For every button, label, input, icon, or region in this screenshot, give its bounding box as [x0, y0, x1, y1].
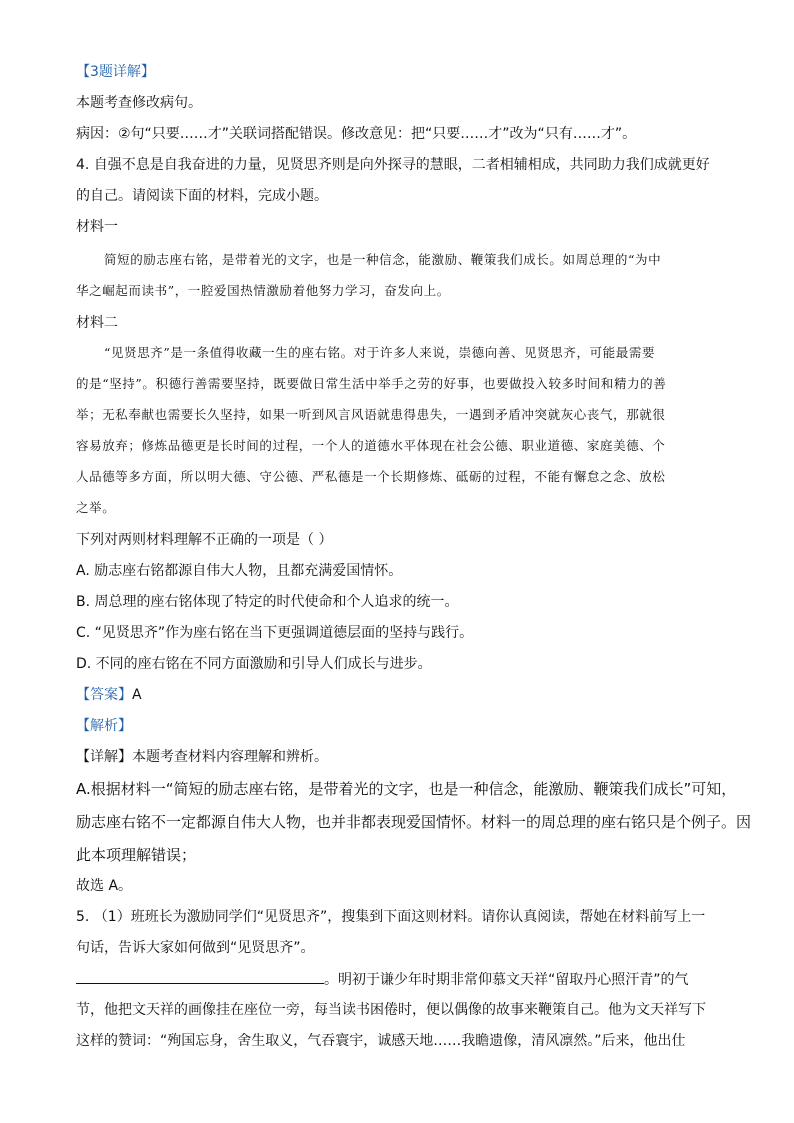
- conclusion: 故选 A。: [76, 878, 133, 894]
- material2-line: 容易放弃；修炼品德更是长时间的过程，一个人的道德水平体现在社会公德、职业道德、家庭美德、个: [76, 438, 666, 453]
- q5-line3-text: 。明初于谦少年时期非常仰慕文天祥“留取丹心照汗青”的气: [324, 972, 689, 988]
- explain-line: 励志座右铭不一定都源自伟大人物，也并非都表现爱国情怀。材料一的周总理的座右铭只是个例子。因: [76, 813, 752, 831]
- material2-title: 材料二: [76, 315, 118, 331]
- detail: [76, 747, 328, 767]
- option-b: B. 周总理的座右铭体现了特定的时代使命和个人追求的统一。: [76, 594, 459, 610]
- material2-line: 的是“坚持”。积德行善需要坚持，既要做日常生活中举手之劳的好事，也要做投入较多时间和精力的善: [76, 376, 667, 391]
- option-d: D. 不同的座右铭在不同方面激励和引导人们成长与进步。: [76, 656, 432, 672]
- q4-question: 下列对两则材料理解不正确的一项是（ ）: [76, 532, 333, 548]
- q5-line5: 这样的赞词：“殉国忘身，舍生取义，气吞寰宇，诚感天地……我瞻遗像，清风凛然。”后来，他出仕: [76, 1033, 686, 1049]
- material1-line: 简短的励志座右铭，是带着光的文字，也是一种信念，能激励、鞭策我们成长。如周总理的“为中: [104, 252, 662, 267]
- answer-blank[interactable]: [76, 969, 324, 984]
- explain-line: A.根据材料一“简短的励志座右铭，是带着光的文字，也是一种信念，能激励、鞭策我们成长”可知，: [76, 780, 737, 798]
- material2-line: 举；无私奉献也需要长久坚持，如果一听到风言风语就患得患失，一遇到矛盾冲突就灰心丧气，那就很: [76, 407, 666, 422]
- q5-line1: 5. （1）班班长为激励同学们“见贤思齐”，搜集到下面这则材料。请你认真阅读，帮她在材料前写上一: [76, 909, 706, 925]
- answer-label: 【答案】: [76, 687, 132, 703]
- explain-line: 此本项理解错误；: [76, 846, 197, 864]
- q4-stem-line1: 4. 自强不息是自我奋进的力量，见贤思齐则是向外探寻的慧眼，二者相辅相成，共同助力我们成就更好: [76, 157, 710, 173]
- answer: [76, 685, 142, 705]
- detail-text: 本题考查材料内容理解和辨析。: [132, 749, 328, 765]
- material2-line: 人品德等多方面，所以明大德、守公德、严私德是一个长期修炼、砥砺的过程，不能有懈怠之念、放松: [76, 469, 666, 484]
- q3-topic: 本题考查修改病句。: [76, 95, 202, 111]
- option-a: A. 励志座右铭都源自伟大人物，且都充满爱国情怀。: [76, 563, 403, 579]
- analysis-label: 【解析】: [76, 718, 132, 734]
- q5-line4: 节，他把文天祥的画像挂在座位一旁，每当读书困倦时，便以偶像的故事来鞭策自己。他为文天祥写下: [76, 1002, 706, 1018]
- q3-reason: 病因：②句“只要……才”关联词搭配错误。修改意见：把“只要……才”改为“只有……才”。: [76, 126, 637, 142]
- material1-line: 华之崛起而读书”，一腔爱国热情激励着他努力学习，奋发向上。: [76, 283, 450, 298]
- material2-line: 之举。: [76, 500, 116, 515]
- material2-line: “见贤思齐”是一条值得收藏一生的座右铭。对于许多人来说，崇德向善、见贤思齐，可能最需要: [104, 345, 656, 360]
- q4-stem-line2: 的自己。请阅读下面的材料，完成小题。: [76, 188, 328, 204]
- detail-label: 【详解】: [76, 749, 132, 765]
- answer-value: A: [132, 687, 142, 703]
- material1-title: 材料一: [76, 219, 118, 235]
- q3-header: 【3题详解】: [76, 64, 155, 80]
- q5-line3: [76, 969, 689, 990]
- q5-line2: 句话，告诉大家如何做到“见贤思齐”。: [76, 940, 315, 956]
- option-c: C. “见贤思齐”作为座右铭在当下更强调道德层面的坚持与践行。: [76, 625, 474, 641]
